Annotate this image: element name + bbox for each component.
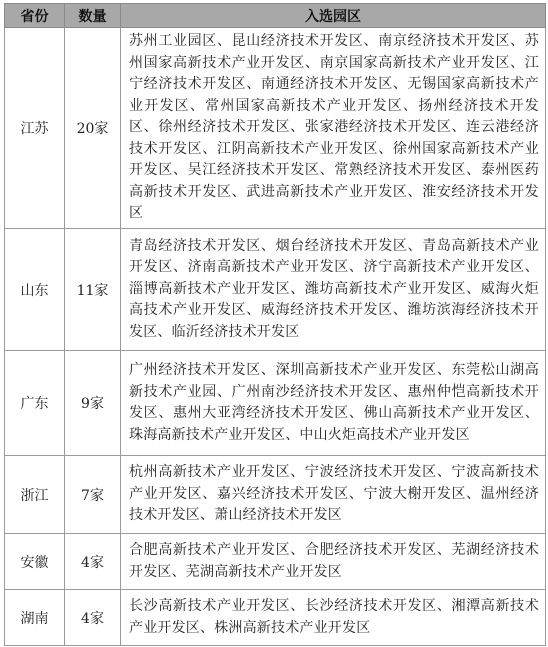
table-row — [5, 534, 546, 590]
province-cell: 山东 — [5, 229, 65, 351]
province-cell: 浙江 — [5, 456, 65, 534]
count-cell: 4家 — [65, 534, 121, 590]
parks-cell: 青岛经济技术开发区、烟台经济技术开发区、青岛高新技术产业开发区、济南高新技术产业开发区、济宁高新技术产业开发区、淄博高新技术产业开发区、潍坊高新技术产业开发区、威海火炬高技术产业开发区、威海经济技术开发区、潍坊滨海经济技术开发区、临沂经济技术开发区 — [121, 229, 546, 351]
province-cell: 湖南 — [5, 590, 65, 646]
parks-cell: 苏州工业园区、昆山经济技术开发区、南京经济技术开发区、苏州国家高新技术产业开发区、南京国家高新技术产业开发区、江宁经济技术开发区、南通经济技术开发区、无锡国家高新技术产业开发区、常州国家高新技术产业开发区、扬州经济技术开发区、徐州经济技术开发区、张家港经济技术开发区、连云港经济技术开发区、江阴高新技术产业开发区、徐州国家高新技术产业开发区、吴江经济技术开发区、常熟经济技术开发区、泰州医药高新技术开发区、武进高新技术产业开发区、淮安经济技术开发区 — [121, 28, 546, 229]
count-cell: 20家 — [65, 28, 121, 229]
header-parks: 入选园区 — [121, 4, 546, 28]
table-row — [5, 351, 546, 456]
parks-cell: 长沙高新技术产业开发区、长沙经济技术开发区、湘潭高新技术产业开发区、株洲高新技术产业开发区 — [121, 590, 546, 646]
province-cell: 安徽 — [5, 534, 65, 590]
park-table-container — [4, 3, 545, 646]
park-table — [4, 3, 546, 646]
province-cell: 广东 — [5, 351, 65, 456]
table-header-row — [5, 4, 546, 28]
table-row — [5, 28, 546, 229]
header-province: 省份 — [5, 4, 65, 28]
table-row — [5, 590, 546, 646]
count-cell: 4家 — [65, 590, 121, 646]
parks-cell: 广州经济技术开发区、深圳高新技术产业开发区、东莞松山湖高新技术产业园、广州南沙经济技术开发区、惠州仲恺高新技术开发区、惠州大亚湾经济技术开发区、佛山高新技术产业开发区、珠海高新技术产业开发区、中山火炬高技术产业开发区 — [121, 351, 546, 456]
province-cell: 江苏 — [5, 28, 65, 229]
parks-cell: 杭州高新技术产业开发区、宁波经济技术开发区、宁波高新技术产业开发区、嘉兴经济技术开发区、宁波大榭开发区、温州经济技术开发区、萧山经济技术开发区 — [121, 456, 546, 534]
table-row — [5, 229, 546, 351]
table-row — [5, 456, 546, 534]
count-cell: 11家 — [65, 229, 121, 351]
header-count: 数量 — [65, 4, 121, 28]
count-cell: 7家 — [65, 456, 121, 534]
count-cell: 9家 — [65, 351, 121, 456]
parks-cell: 合肥高新技术产业开发区、合肥经济技术开发区、芜湖经济技术开发区、芜湖高新技术产业开发区 — [121, 534, 546, 590]
